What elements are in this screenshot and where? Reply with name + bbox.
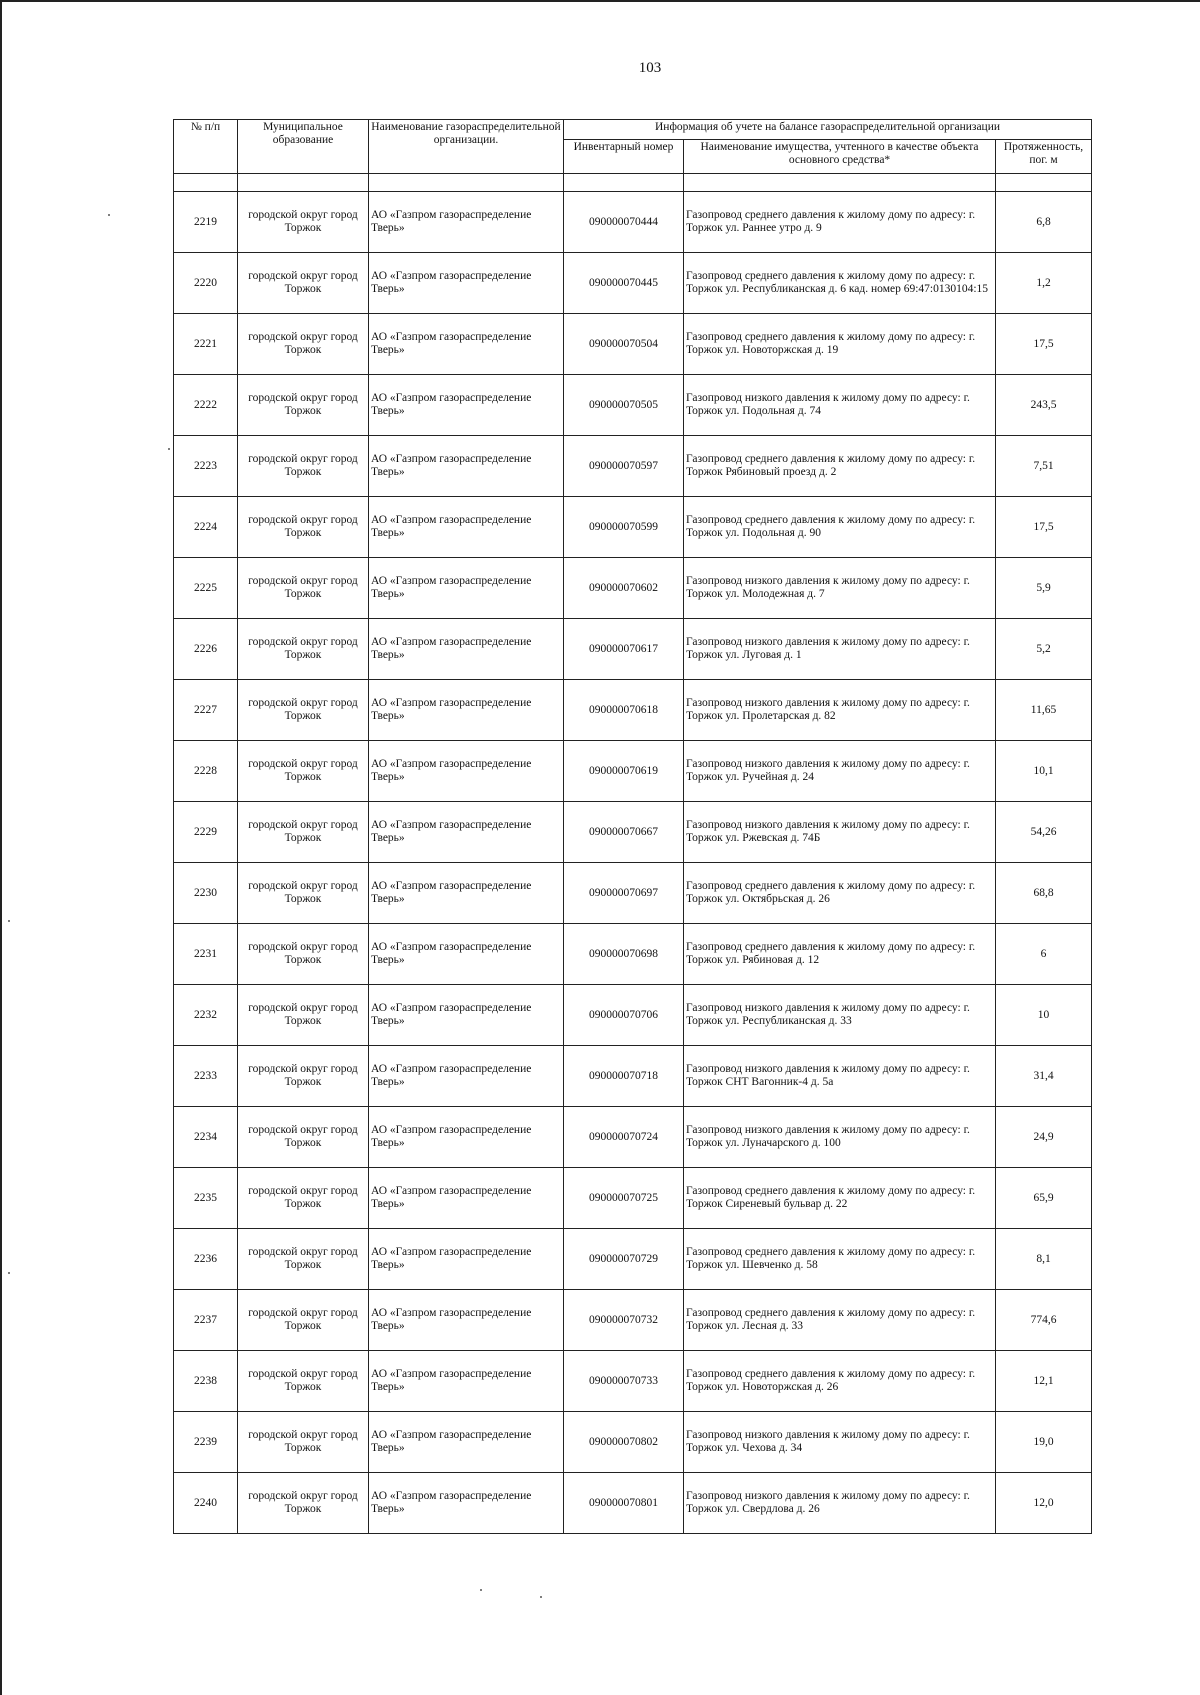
scan-speck — [8, 920, 10, 922]
cell-length: 243,5 — [996, 375, 1092, 436]
cell-num: 2225 — [174, 558, 238, 619]
cell-municipality: городской округ город Торжок — [238, 1229, 369, 1290]
table-row — [174, 253, 1092, 314]
cell-length: 65,9 — [996, 1168, 1092, 1229]
cell-municipality: городской округ город Торжок — [238, 619, 369, 680]
cell-municipality: городской округ город Торжок — [238, 375, 369, 436]
cell-organization: АО «Газпром газораспределение Тверь» — [369, 497, 564, 558]
cell-organization: АО «Газпром газораспределение Тверь» — [369, 558, 564, 619]
cell-num: 2235 — [174, 1168, 238, 1229]
cell-inventory-number: 090000070697 — [564, 863, 684, 924]
cell-municipality: городской округ город Торжок — [238, 1473, 369, 1534]
cell-property-name: Газопровод низкого давления к жилому дому по адресу: г. Торжок ул. Луначарского д. 100 — [684, 1107, 996, 1168]
cell-inventory-number: 090000070617 — [564, 619, 684, 680]
cell-num: 2240 — [174, 1473, 238, 1534]
cell-inventory-number: 090000070718 — [564, 1046, 684, 1107]
cell-inventory-number: 090000070732 — [564, 1290, 684, 1351]
cell-num: 2233 — [174, 1046, 238, 1107]
cell-num: 2222 — [174, 375, 238, 436]
table-row — [174, 1046, 1092, 1107]
cell-length: 68,8 — [996, 863, 1092, 924]
gas-pipeline-registry-table — [173, 119, 1092, 1534]
cell-organization: АО «Газпром газораспределение Тверь» — [369, 863, 564, 924]
cell-organization: АО «Газпром газораспределение Тверь» — [369, 253, 564, 314]
cell-municipality: городской округ город Торжок — [238, 741, 369, 802]
table-row — [174, 192, 1092, 253]
cell-property-name: Газопровод среднего давления к жилому дому по адресу: г. Торжок ул. Новоторжская д. 26 — [684, 1351, 996, 1412]
cell-length: 12,1 — [996, 1351, 1092, 1412]
cell-property-name: Газопровод низкого давления к жилому дому по адресу: г. Торжок ул. Республиканская д. 33 — [684, 985, 996, 1046]
cell-property-name: Газопровод среднего давления к жилому дому по адресу: г. Торжок ул. Шевченко д. 58 — [684, 1229, 996, 1290]
table-row — [174, 1351, 1092, 1412]
cell-property-name: Газопровод среднего давления к жилому дому по адресу: г. Торжок ул. Раннее утро д. 9 — [684, 192, 996, 253]
cell-length: 17,5 — [996, 497, 1092, 558]
cell-inventory-number: 090000070505 — [564, 375, 684, 436]
cell-municipality: городской округ город Торжок — [238, 436, 369, 497]
cell-length: 774,6 — [996, 1290, 1092, 1351]
table-row — [174, 314, 1092, 375]
table-row — [174, 1229, 1092, 1290]
cell-length: 6 — [996, 924, 1092, 985]
cell-num: 2220 — [174, 253, 238, 314]
cell-inventory-number: 090000070597 — [564, 436, 684, 497]
cell-municipality: городской округ город Торжок — [238, 253, 369, 314]
cell-inventory-number: 090000070504 — [564, 314, 684, 375]
header-length: Протяженность, пог. м — [996, 140, 1092, 174]
table-row — [174, 375, 1092, 436]
cell-property-name: Газопровод низкого давления к жилому дому по адресу: г. Торжок СНТ Вагонник-4 д. 5а — [684, 1046, 996, 1107]
header-balance-info-group: Информация об учете на балансе газораспределительной организации — [564, 120, 1092, 140]
cell-property-name: Газопровод низкого давления к жилому дому по адресу: г. Торжок ул. Пролетарская д. 82 — [684, 680, 996, 741]
cell-municipality: городской округ город Торжок — [238, 558, 369, 619]
page-number: 103 — [638, 60, 662, 76]
cell-num: 2229 — [174, 802, 238, 863]
cell-municipality: городской округ город Торжок — [238, 863, 369, 924]
cell-property-name: Газопровод среднего давления к жилому дому по адресу: г. Торжок ул. Рябиновая д. 12 — [684, 924, 996, 985]
table-row — [174, 1107, 1092, 1168]
cell-municipality: городской округ город Торжок — [238, 1107, 369, 1168]
cell-num: 2237 — [174, 1290, 238, 1351]
table-row — [174, 619, 1092, 680]
cell-property-name: Газопровод низкого давления к жилому дому по адресу: г. Торжок ул. Луговая д. 1 — [684, 619, 996, 680]
scan-speck — [8, 1272, 10, 1274]
cell-organization: АО «Газпром газораспределение Тверь» — [369, 1351, 564, 1412]
cell-num: 2228 — [174, 741, 238, 802]
cell-inventory-number: 090000070724 — [564, 1107, 684, 1168]
cell-num: 2226 — [174, 619, 238, 680]
table-row — [174, 497, 1092, 558]
cell-num: 2234 — [174, 1107, 238, 1168]
table-row — [174, 802, 1092, 863]
cell-inventory-number: 090000070599 — [564, 497, 684, 558]
cell-property-name: Газопровод среднего давления к жилому дому по адресу: г. Торжок Рябиновый проезд д. 2 — [684, 436, 996, 497]
cell-inventory-number: 090000070733 — [564, 1351, 684, 1412]
cell-length: 10 — [996, 985, 1092, 1046]
cell-municipality: городской округ город Торжок — [238, 1351, 369, 1412]
scan-speck — [540, 1596, 542, 1598]
header-num: № п/п — [174, 120, 238, 174]
cell-organization: АО «Газпром газораспределение Тверь» — [369, 985, 564, 1046]
cell-property-name: Газопровод среднего давления к жилому дому по адресу: г. Торжок Сиреневый бульвар д. 22 — [684, 1168, 996, 1229]
cell-organization: АО «Газпром газораспределение Тверь» — [369, 680, 564, 741]
cell-municipality: городской округ город Торжок — [238, 497, 369, 558]
cell-inventory-number: 090000070618 — [564, 680, 684, 741]
scan-border-top — [0, 0, 1200, 2]
cell-length: 54,26 — [996, 802, 1092, 863]
header-municipality: Муниципальное образование — [238, 120, 369, 174]
cell-municipality: городской округ город Торжок — [238, 1046, 369, 1107]
cell-inventory-number: 090000070802 — [564, 1412, 684, 1473]
cell-num: 2238 — [174, 1351, 238, 1412]
cell-property-name: Газопровод среднего давления к жилому дому по адресу: г. Торжок ул. Подольная д. 90 — [684, 497, 996, 558]
cell-organization: АО «Газпром газораспределение Тверь» — [369, 1046, 564, 1107]
cell-property-name: Газопровод среднего давления к жилому дому по адресу: г. Торжок ул. Лесная д. 33 — [684, 1290, 996, 1351]
cell-inventory-number: 090000070801 — [564, 1473, 684, 1534]
table-row — [174, 863, 1092, 924]
cell-property-name: Газопровод низкого давления к жилому дому по адресу: г. Торжок ул. Ручейная д. 24 — [684, 741, 996, 802]
cell-municipality: городской округ город Торжок — [238, 924, 369, 985]
cell-organization: АО «Газпром газораспределение Тверь» — [369, 1229, 564, 1290]
cell-num: 2219 — [174, 192, 238, 253]
cell-municipality: городской округ город Торжок — [238, 1168, 369, 1229]
cell-organization: АО «Газпром газораспределение Тверь» — [369, 741, 564, 802]
cell-num: 2236 — [174, 1229, 238, 1290]
cell-length: 11,65 — [996, 680, 1092, 741]
scan-border-left — [0, 0, 2, 1695]
cell-num: 2221 — [174, 314, 238, 375]
cell-length: 8,1 — [996, 1229, 1092, 1290]
cell-municipality: городской округ город Торжок — [238, 1290, 369, 1351]
table-row — [174, 985, 1092, 1046]
header-spacer-row — [174, 174, 1092, 192]
cell-inventory-number: 090000070619 — [564, 741, 684, 802]
table-row — [174, 1473, 1092, 1534]
cell-municipality: городской округ город Торжок — [238, 192, 369, 253]
cell-organization: АО «Газпром газораспределение Тверь» — [369, 1290, 564, 1351]
table-row — [174, 1168, 1092, 1229]
cell-length: 6,8 — [996, 192, 1092, 253]
cell-organization: АО «Газпром газораспределение Тверь» — [369, 924, 564, 985]
cell-inventory-number: 090000070602 — [564, 558, 684, 619]
table-row — [174, 741, 1092, 802]
table-row — [174, 558, 1092, 619]
cell-length: 24,9 — [996, 1107, 1092, 1168]
cell-municipality: городской округ город Торжок — [238, 680, 369, 741]
header-property-name: Наименование имущества, учтенного в качестве объекта основного средства* — [684, 140, 996, 174]
cell-organization: АО «Газпром газораспределение Тверь» — [369, 375, 564, 436]
header-inventory-number: Инвентарный номер — [564, 140, 684, 174]
cell-length: 7,51 — [996, 436, 1092, 497]
cell-property-name: Газопровод низкого давления к жилому дому по адресу: г. Торжок ул. Чехова д. 34 — [684, 1412, 996, 1473]
cell-organization: АО «Газпром газораспределение Тверь» — [369, 619, 564, 680]
cell-organization: АО «Газпром газораспределение Тверь» — [369, 1412, 564, 1473]
table-row — [174, 1290, 1092, 1351]
cell-length: 1,2 — [996, 253, 1092, 314]
cell-inventory-number: 090000070729 — [564, 1229, 684, 1290]
cell-organization: АО «Газпром газораспределение Тверь» — [369, 314, 564, 375]
cell-inventory-number: 090000070706 — [564, 985, 684, 1046]
cell-municipality: городской округ город Торжок — [238, 985, 369, 1046]
cell-organization: АО «Газпром газораспределение Тверь» — [369, 436, 564, 497]
cell-property-name: Газопровод низкого давления к жилому дому по адресу: г. Торжок ул. Свердлова д. 26 — [684, 1473, 996, 1534]
header-organization: Наименование газораспределительной организации. — [369, 120, 564, 174]
cell-inventory-number: 090000070667 — [564, 802, 684, 863]
cell-length: 10,1 — [996, 741, 1092, 802]
cell-num: 2230 — [174, 863, 238, 924]
scan-speck — [168, 448, 170, 450]
cell-property-name: Газопровод низкого давления к жилому дому по адресу: г. Торжок ул. Подольная д. 74 — [684, 375, 996, 436]
cell-inventory-number: 090000070444 — [564, 192, 684, 253]
cell-length: 12,0 — [996, 1473, 1092, 1534]
table-body — [174, 192, 1092, 1534]
cell-property-name: Газопровод низкого давления к жилому дому по адресу: г. Торжок ул. Ржевская д. 74Б — [684, 802, 996, 863]
cell-num: 2239 — [174, 1412, 238, 1473]
cell-property-name: Газопровод среднего давления к жилому дому по адресу: г. Торжок ул. Октябрьская д. 26 — [684, 863, 996, 924]
table-row — [174, 436, 1092, 497]
cell-inventory-number: 090000070725 — [564, 1168, 684, 1229]
cell-organization: АО «Газпром газораспределение Тверь» — [369, 1473, 564, 1534]
scan-speck — [480, 1589, 482, 1591]
table-row — [174, 680, 1092, 741]
cell-num: 2227 — [174, 680, 238, 741]
cell-property-name: Газопровод низкого давления к жилому дому по адресу: г. Торжок ул. Молодежная д. 7 — [684, 558, 996, 619]
cell-organization: АО «Газпром газораспределение Тверь» — [369, 192, 564, 253]
cell-length: 19,0 — [996, 1412, 1092, 1473]
table-header — [174, 120, 1092, 192]
cell-organization: АО «Газпром газораспределение Тверь» — [369, 1168, 564, 1229]
cell-inventory-number: 090000070445 — [564, 253, 684, 314]
cell-num: 2231 — [174, 924, 238, 985]
cell-organization: АО «Газпром газораспределение Тверь» — [369, 802, 564, 863]
cell-municipality: городской округ город Торжок — [238, 1412, 369, 1473]
cell-property-name: Газопровод среднего давления к жилому дому по адресу: г. Торжок ул. Республиканская д. 6 кад. номер 69:47:0130104:15 — [684, 253, 996, 314]
cell-length: 5,9 — [996, 558, 1092, 619]
cell-num: 2232 — [174, 985, 238, 1046]
cell-municipality: городской округ город Торжок — [238, 314, 369, 375]
cell-length: 31,4 — [996, 1046, 1092, 1107]
cell-length: 5,2 — [996, 619, 1092, 680]
cell-num: 2224 — [174, 497, 238, 558]
table-row — [174, 1412, 1092, 1473]
cell-length: 17,5 — [996, 314, 1092, 375]
scan-speck — [108, 214, 110, 216]
table-row — [174, 924, 1092, 985]
cell-num: 2223 — [174, 436, 238, 497]
cell-inventory-number: 090000070698 — [564, 924, 684, 985]
cell-organization: АО «Газпром газораспределение Тверь» — [369, 1107, 564, 1168]
cell-property-name: Газопровод среднего давления к жилому дому по адресу: г. Торжок ул. Новоторжская д. 19 — [684, 314, 996, 375]
cell-municipality: городской округ город Торжок — [238, 802, 369, 863]
